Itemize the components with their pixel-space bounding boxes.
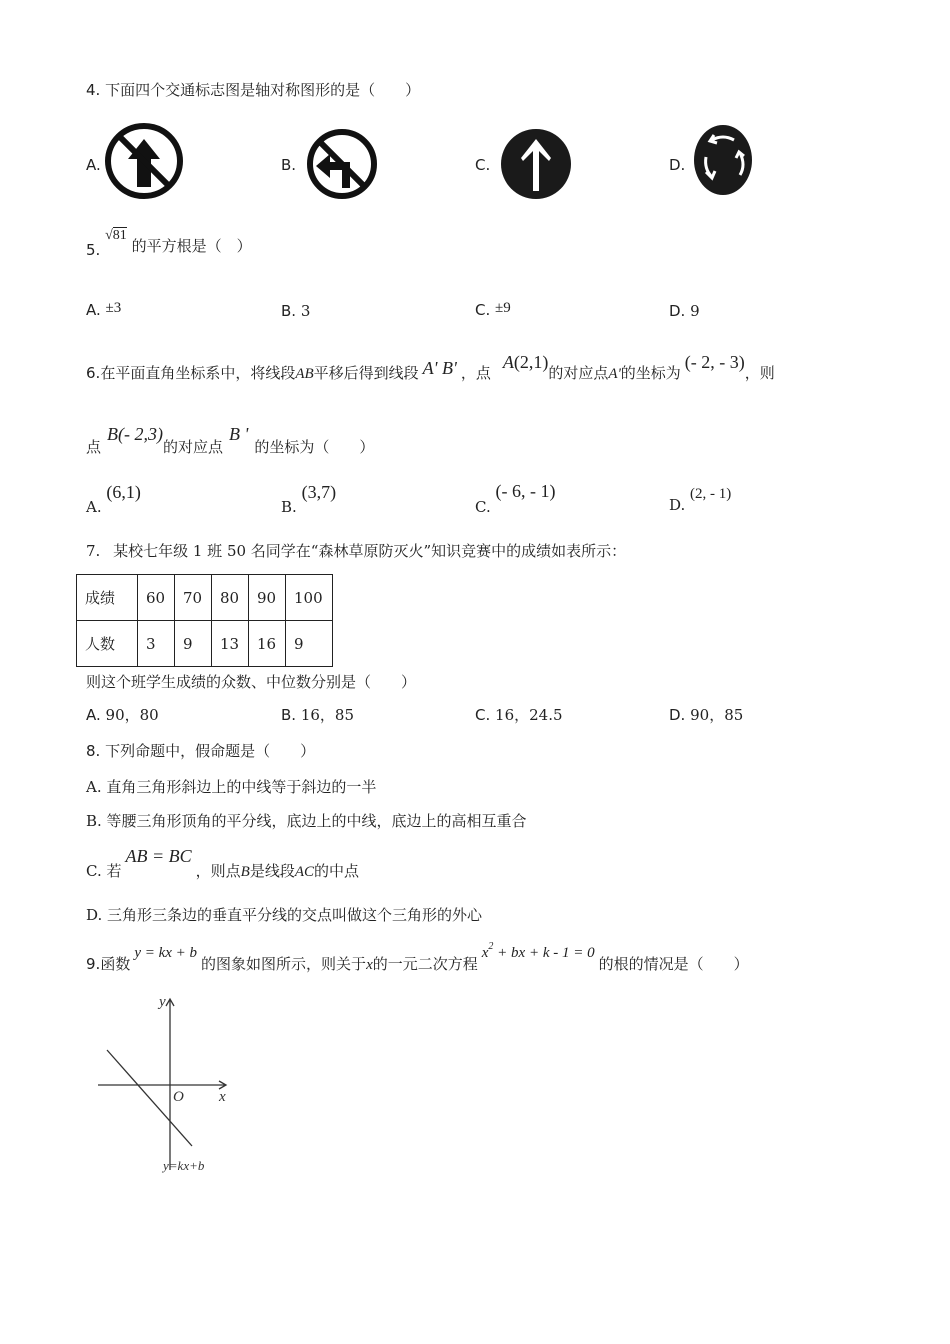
q4-option-a-label: A. [86,156,101,174]
roundabout-sign-icon [692,123,754,197]
q7-stem: 7. 某校七年级 1 班 50 名同学在“森林草原防灭火”知识竞赛中的成绩如表所示： [86,542,627,560]
q6-line2: 点B(- 2,3)的对应点B '的坐标为（ ） [86,424,375,456]
q5-stem: 5. √81 的平方根是（ ） [86,228,252,259]
x-axis-label: x [219,1089,226,1105]
q9-function-graph [95,990,240,1180]
q9-stem: 9.函数y = kx + b的图象如图所示，则关于x的一元二次方程$x^2$ + bx + k - 1 = 0的根的情况是（ ） [86,941,749,973]
q9-equation: $x^2$ + bx + k - 1 = 0 [481,941,595,961]
table-cell: 9 [286,621,333,667]
q7-score-table [76,574,333,667]
q6-line1: 6.在平面直角坐标系中，将线段AB平移后得到线段 A' B' ，点A(2,1)的对应点A'的坐标为(- 2, - 3)，则 [86,352,775,382]
table-cell: 80 [212,575,249,621]
line-label: y=kx+b [163,1158,205,1173]
table-cell: 90 [249,575,286,621]
q4-option-d-label: D. [669,156,686,174]
no-straight-sign-icon [104,123,184,199]
q7-question: 则这个班学生成绩的众数、中位数分别是（ ） [86,673,417,691]
q5-sqrt-81: √81 [105,228,127,243]
table-cell: 13 [212,621,249,667]
table-cell: 9 [175,621,212,667]
no-left-turn-sign-icon [306,128,378,200]
table-cell: 100 [286,575,333,621]
q8-option-b: B. 等腰三角形顶角的平分线，底边上的中线，底边上的高相互重合 [86,812,527,830]
q7-option-c: C. 16，24.5 [475,706,563,724]
straight-ahead-sign-icon [499,127,573,201]
table-cell: 人数 [77,621,138,667]
q5-option-b: B. 3 [281,302,311,320]
q8-option-c: C. 若AB = BC，则点B是线段AC的中点 [86,846,360,880]
table-cell: 60 [138,575,175,621]
table-row [77,575,333,621]
q8-option-a: A. 直角三角形斜边上的中线等于斜边的一半 [86,778,377,796]
q6-option-d: D. (2, - 1) [669,486,732,514]
q7-option-d: D. 90，85 [669,706,744,724]
q6-option-a: A. (6,1) [86,482,141,516]
table-cell: 成绩 [77,575,138,621]
table-cell: 70 [175,575,212,621]
q5-option-c: C. ±9 [475,300,511,319]
q8-stem: 8. 下列命题中，假命题是（ ） [86,742,316,760]
q7-option-b: B. 16，85 [281,706,355,724]
q6-option-b: B. (3,7) [281,482,337,516]
q7-option-a: A. 90，80 [86,706,159,724]
q5-option-d: D. 9 [669,302,700,320]
table-row [77,621,333,667]
y-axis-label: y [159,994,166,1010]
q6-option-c: C. (- 6, - 1) [475,481,556,516]
q8-option-d: D. 三角形三条边的垂直平分线的交点叫做这个三角形的外心 [86,906,483,924]
q4-option-b-label: B. [281,156,297,174]
table-cell: 16 [249,621,286,667]
table-cell: 3 [138,621,175,667]
q5-option-a: A. ±3 [86,300,122,319]
origin-label: O [173,1089,184,1105]
q4-stem: 4. 下面四个交通标志图是轴对称图形的是（ ） [86,81,421,99]
q4-option-c-label: C. [475,156,491,174]
